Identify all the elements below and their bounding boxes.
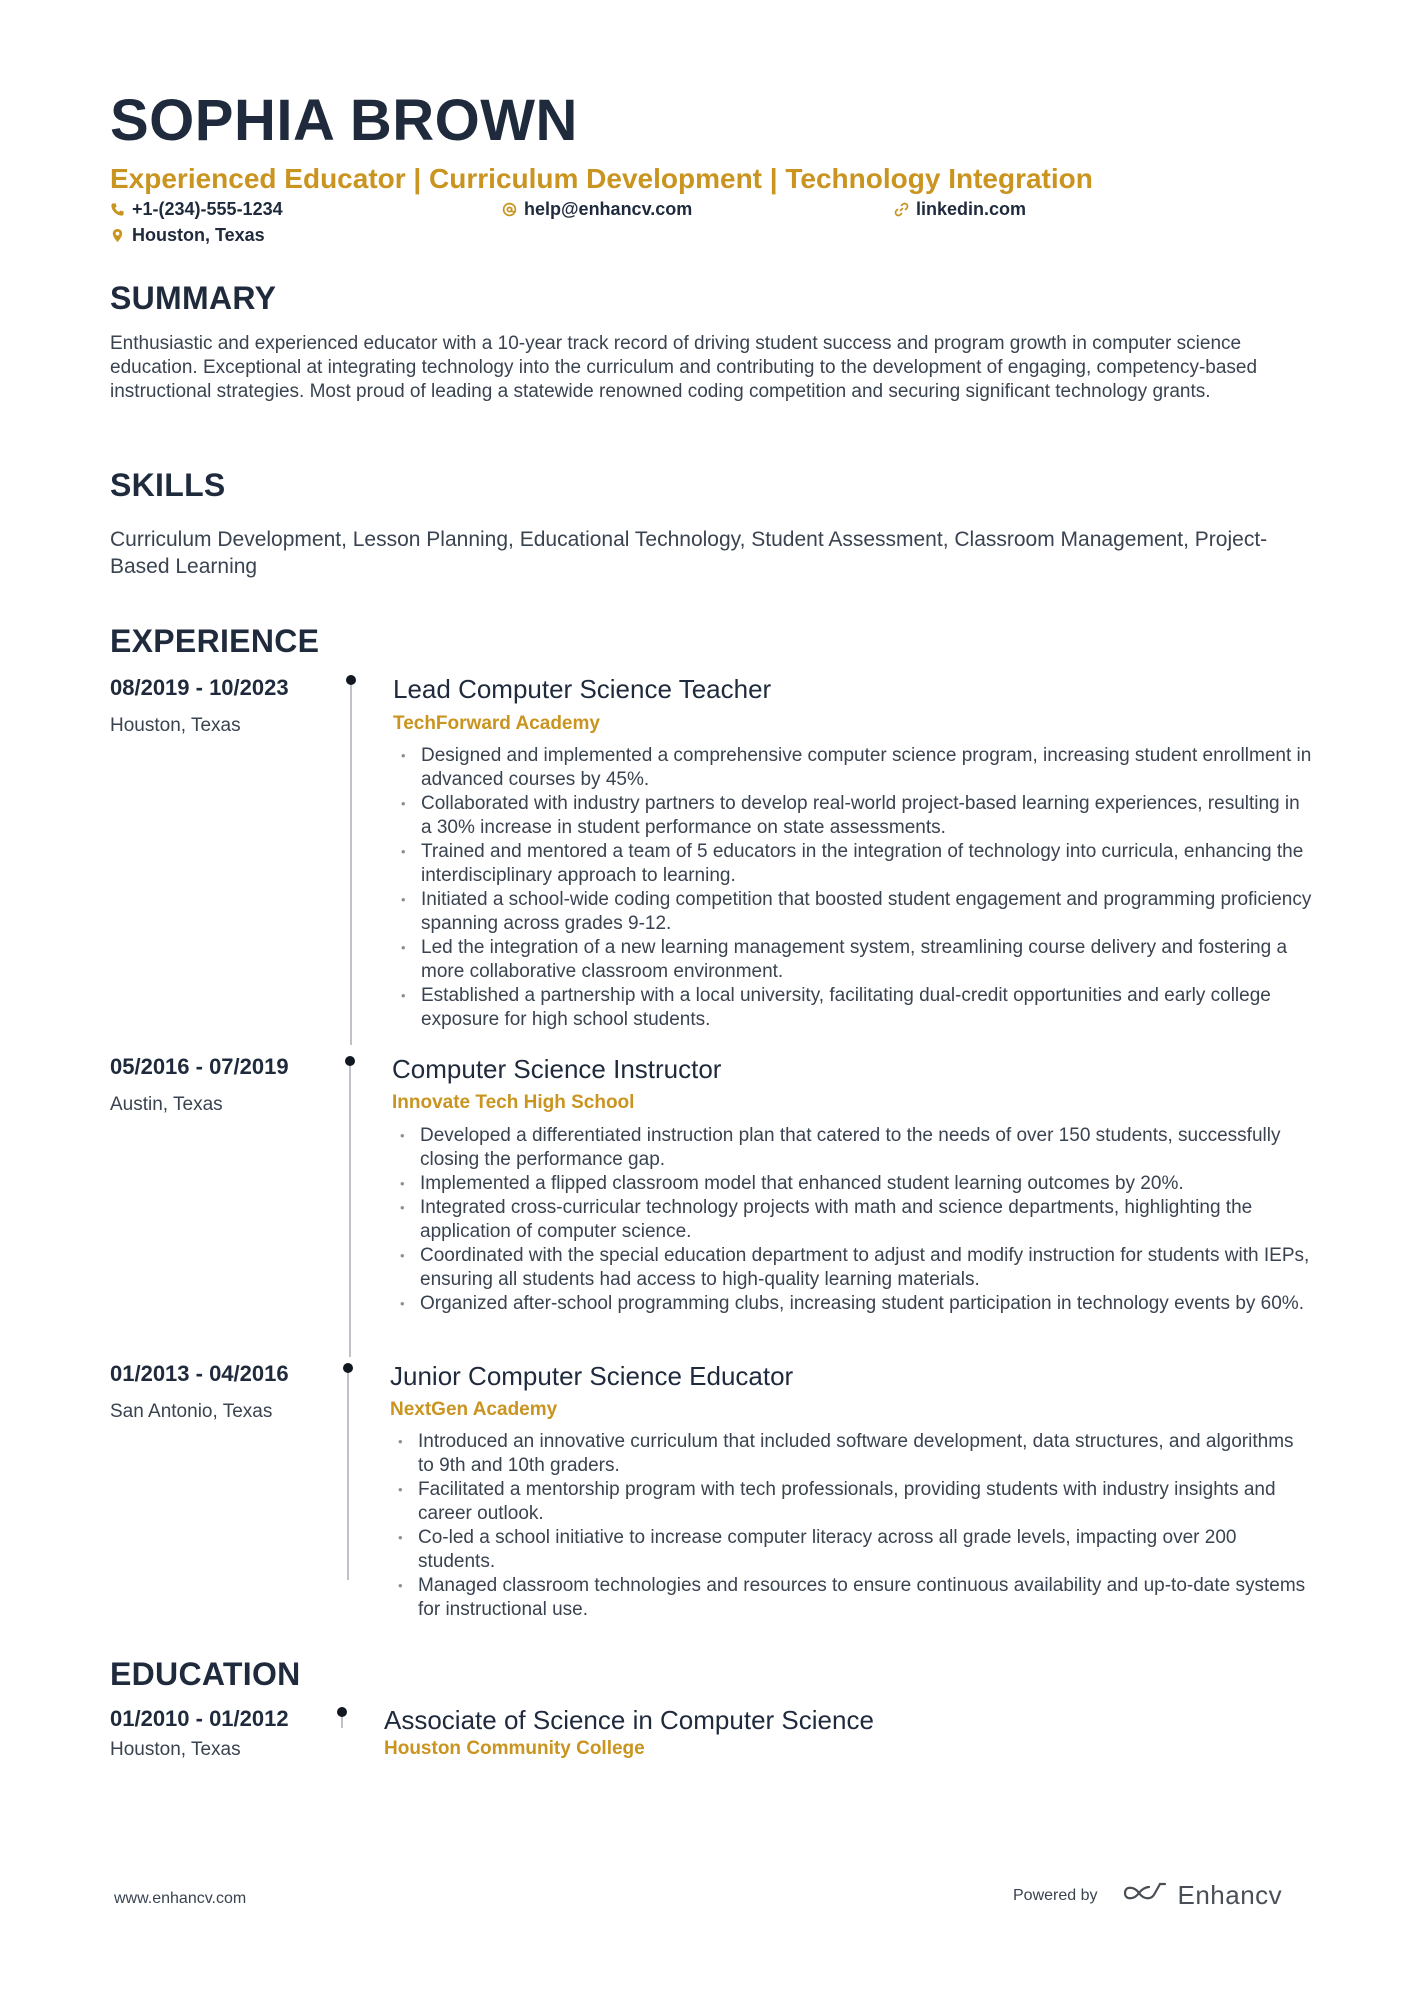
job-location: San Antonio, Texas bbox=[110, 1401, 273, 1422]
list-item: • Managed classroom technologies and resources to ensure continuous availability and up-to-date systems for instructional use. bbox=[390, 1574, 1310, 1622]
summary-text: Enthusiastic and experienced educator with a 10-year track record of driving student success and program growth in computer science education. Exceptional at integrating technology into the curriculum and contributing to the development of engaging, competency-based instructional strategies. Most proud of leading a statewide renowned coding competition and securing significant technology grants. bbox=[110, 333, 1258, 402]
list-item: • Developed a differentiated instruction plan that catered to the needs of over 150 students, successfully closing the performance gap. bbox=[392, 1124, 1312, 1172]
job-role: Computer Science Instructor bbox=[392, 1054, 722, 1084]
location-text: Houston, Texas bbox=[132, 225, 265, 245]
brand-name: Enhancv bbox=[1177, 1880, 1283, 1910]
link-icon bbox=[894, 202, 909, 217]
list-item: • Collaborated with industry partners to develop real-world project-based learning experiences, resulting in a 30% increase in student performance on state assessments. bbox=[393, 792, 1313, 840]
candidate-name: SOPHIA BROWN bbox=[110, 88, 578, 153]
job-company: Innovate Tech High School bbox=[392, 1092, 635, 1113]
enhancv-logo-icon bbox=[1122, 1880, 1168, 1911]
candidate-headline: Experienced Educator | Curriculum Development | Technology Integration bbox=[110, 163, 1093, 194]
timeline-line bbox=[349, 1062, 351, 1357]
list-item: • Co-led a school initiative to increase computer literacy across all grade levels, impacting over 200 students. bbox=[390, 1526, 1310, 1574]
list-item: • Introduced an innovative curriculum that included software development, data structures, and algorithms to 9th and 10th graders. bbox=[390, 1430, 1310, 1478]
brand-logo bbox=[1122, 1880, 1283, 1911]
timeline-line bbox=[347, 1368, 349, 1580]
phone-icon bbox=[110, 202, 125, 217]
timeline-dot bbox=[343, 1363, 353, 1373]
experience-heading: EXPERIENCE bbox=[110, 623, 320, 659]
list-item: • Implemented a flipped classroom model that enhanced student learning outcomes by 20%. bbox=[392, 1172, 1312, 1196]
timeline-dot bbox=[337, 1707, 347, 1717]
list-item: • Initiated a school-wide coding competition that boosted student engagement and programming proficiency spanning across grades 9-12. bbox=[393, 888, 1313, 936]
summary-heading: SUMMARY bbox=[110, 280, 277, 316]
education-degree: Associate of Science in Computer Science bbox=[384, 1705, 874, 1735]
skills-heading: SKILLS bbox=[110, 467, 226, 503]
list-item: • Led the integration of a new learning management system, streamlining course delivery and fostering a more collaborative classroom environment. bbox=[393, 936, 1313, 984]
education-school: Houston Community College bbox=[384, 1738, 645, 1759]
education-location: Houston, Texas bbox=[110, 1739, 241, 1760]
contact-phone bbox=[110, 199, 283, 220]
education-heading: EDUCATION bbox=[110, 1656, 301, 1692]
job-dates: 01/2013 - 04/2016 bbox=[110, 1361, 289, 1386]
footer-website[interactable]: www.enhancv.com bbox=[114, 1890, 247, 1907]
timeline-dot bbox=[346, 675, 356, 685]
linkedin-text: linkedin.com bbox=[916, 199, 1027, 219]
job-bullets bbox=[392, 1124, 1312, 1316]
contact-email bbox=[502, 199, 692, 220]
location-pin-icon bbox=[110, 228, 125, 243]
timeline-line bbox=[350, 680, 352, 1045]
job-role: Junior Computer Science Educator bbox=[390, 1361, 794, 1391]
list-item: • Organized after-school programming clubs, increasing student participation in technology events by 60%. bbox=[392, 1292, 1312, 1316]
footer-branding bbox=[1013, 1880, 1282, 1911]
list-item: • Integrated cross-curricular technology projects with math and science departments, highlighting the application of computer science. bbox=[392, 1196, 1312, 1244]
job-dates: 08/2019 - 10/2023 bbox=[110, 675, 289, 700]
email-text: help@enhancv.com bbox=[524, 199, 693, 219]
job-location: Houston, Texas bbox=[110, 715, 241, 736]
powered-by-label: Powered by bbox=[1013, 1886, 1098, 1904]
contact-linkedin bbox=[894, 199, 1026, 220]
job-location: Austin, Texas bbox=[110, 1094, 223, 1115]
job-company: TechForward Academy bbox=[393, 713, 600, 734]
education-dates: 01/2010 - 01/2012 bbox=[110, 1706, 289, 1731]
list-item: • Coordinated with the special education department to adjust and modify instruction for students with IEPs, ensuring all students had access to high-quality learning materials. bbox=[392, 1244, 1312, 1292]
job-bullets bbox=[390, 1430, 1310, 1622]
job-dates: 05/2016 - 07/2019 bbox=[110, 1054, 289, 1079]
timeline-dot bbox=[345, 1056, 355, 1066]
at-icon bbox=[502, 202, 517, 217]
list-item: • Established a partnership with a local university, facilitating dual-credit opportunities and early college exposure for high school students. bbox=[393, 984, 1313, 1032]
list-item: • Designed and implemented a comprehensive computer science program, increasing student enrollment in advanced courses by 45%. bbox=[393, 744, 1313, 792]
contact-location bbox=[110, 225, 265, 246]
job-role: Lead Computer Science Teacher bbox=[393, 674, 772, 704]
list-item: • Facilitated a mentorship program with tech professionals, providing students with industry insights and career outlook. bbox=[390, 1478, 1310, 1526]
phone-text: +1-(234)-555-1234 bbox=[132, 199, 283, 219]
job-bullets bbox=[393, 744, 1313, 1032]
list-item: • Trained and mentored a team of 5 educators in the integration of technology into curricula, enhancing the interdisciplinary approach to learning. bbox=[393, 840, 1313, 888]
job-company: NextGen Academy bbox=[390, 1399, 558, 1420]
skills-text: Curriculum Development, Lesson Planning, Educational Technology, Student Assessment, Classroom Management, Project-Based Learning bbox=[110, 528, 1268, 578]
